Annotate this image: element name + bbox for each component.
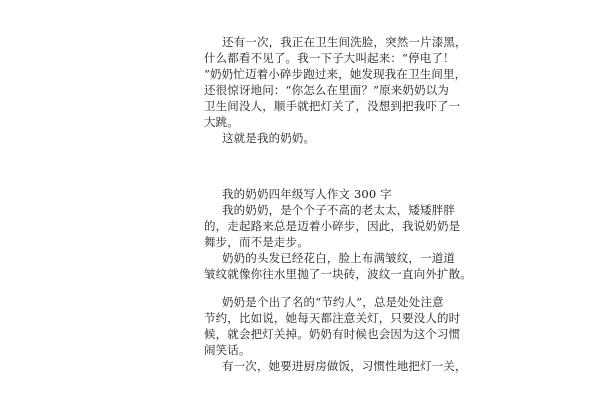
- paragraph-line: 的，走起路来总是迈着小碎步，因此，我说奶奶是: [204, 219, 461, 233]
- paragraph-line: ”奶奶忙迈着小碎步跑过来，她发现我在卫生间里，: [204, 67, 467, 81]
- paragraph-line: 舞步，而不是走步。: [204, 235, 309, 249]
- paragraph-line: 卫生间没人，顺手就把灯关了，没想到把我吓了一: [204, 99, 461, 113]
- paragraph-line: 奶奶是个出了名的“节约人”，总是处处注意: [222, 295, 444, 309]
- paragraph-line: 什么都看不见了。我一下子大叫起来：“停电了！: [204, 51, 455, 65]
- paragraph-line: 还有一次，我正在卫生间洗脸，突然一片漆黑，: [222, 35, 467, 49]
- paragraph-line: 奶奶的头发已经花白，脸上布满皱纹，一道道: [222, 251, 455, 265]
- paragraph-line: 还很惊讶地问：“你怎么在里面？”原来奶奶以为: [204, 83, 450, 97]
- essay-title: 我的奶奶四年级写人作文 300 字: [222, 187, 392, 201]
- paragraph-line: 我的奶奶，是个个子不高的老太太，矮矮胖胖: [222, 203, 455, 217]
- paragraph-line: 闹笑话。: [204, 343, 251, 357]
- paragraph-line: 大跳。: [204, 115, 239, 129]
- paragraph-line: 有一次，她要进厨房做饭，习惯性地把灯一关，: [222, 359, 467, 373]
- paragraph-line: 这就是我的奶奶。: [222, 131, 316, 145]
- paragraph-line: 候，就会把灯关掉。奶奶有时候也会因为这个习惯: [204, 327, 461, 341]
- paragraph-line: 皱纹就像你往水里抛了一块砖，波纹一直向外扩散。: [204, 267, 472, 281]
- paragraph-line: 节约，比如说，她每天都注意关灯，只要没人的时: [204, 311, 461, 325]
